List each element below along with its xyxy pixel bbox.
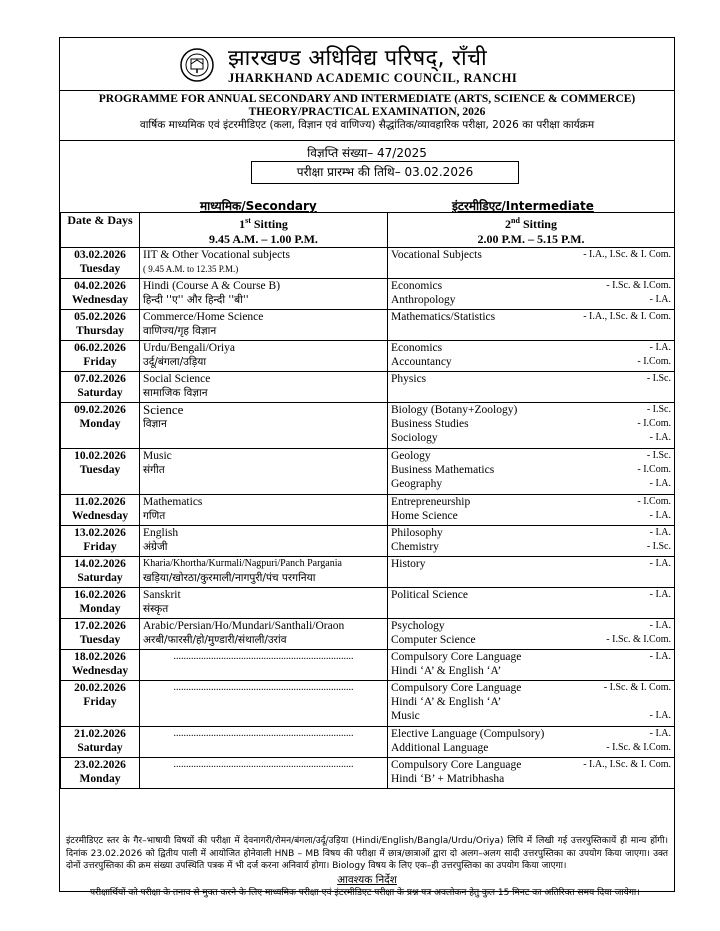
- date-cell: [61, 557, 140, 588]
- table-row: [61, 310, 675, 341]
- exam-day: Saturday: [77, 387, 123, 399]
- intermediate-subject-cell: [388, 495, 675, 526]
- secondary-subject: संगीत: [143, 464, 165, 476]
- stream-label: - I.Sc. & I.Com.: [606, 280, 671, 291]
- intermediate-subject-cell: [388, 619, 675, 650]
- exam-start-date: परीक्षा प्रारम्भ की तिथि– 03.02.2026: [251, 161, 519, 184]
- table-row: [61, 526, 675, 557]
- exam-date: 06.02.2026: [74, 342, 126, 354]
- stream-label: - I.Com.: [637, 496, 671, 507]
- exam-day: Tuesday: [79, 634, 121, 646]
- stream-label: - I.Sc.: [646, 373, 671, 384]
- stream-label: - I.A.: [649, 510, 671, 521]
- date-cell: [61, 495, 140, 526]
- table-row: [61, 403, 675, 449]
- exam-date: 03.02.2026: [74, 249, 126, 261]
- table-row: [61, 681, 675, 727]
- secondary-subject-cell: [140, 727, 388, 758]
- secondary-subject: Arabic/Persian/Ho/Mundari/Santhali/Oraon: [143, 620, 345, 632]
- exam-day: Tuesday: [79, 464, 121, 476]
- date-cell: [61, 403, 140, 449]
- intermediate-subject-cell: [388, 310, 675, 341]
- secondary-subject-cell: [140, 341, 388, 372]
- first-sitting-time: 9.45 A.M. – 1.00 P.M.: [209, 232, 318, 246]
- stream-label: - I.A.: [649, 342, 671, 353]
- secondary-subject-cell: [140, 650, 388, 681]
- intermediate-subject-cell: [388, 248, 675, 279]
- intermediate-subject: Business Studies: [391, 418, 469, 430]
- secondary-subject: विज्ञान: [143, 418, 167, 430]
- intermediate-subject: Hindi ‘B’ + Matribhasha: [391, 773, 505, 785]
- exam-date: 09.02.2026: [74, 404, 126, 416]
- intermediate-subject: Vocational Subjects: [391, 249, 482, 261]
- intermediate-subject-cell: [388, 341, 675, 372]
- exam-date: 23.02.2026: [74, 759, 126, 771]
- table-row: [61, 619, 675, 650]
- stream-label: - I.A., I.Sc. & I. Com.: [583, 759, 671, 770]
- stream-label: - I.Sc.: [646, 541, 671, 552]
- date-cell: [61, 279, 140, 310]
- intermediate-subject: Biology (Botany+Zoology): [391, 404, 518, 416]
- stream-label: - I.Com.: [637, 356, 671, 367]
- intermediate-subject-cell: [388, 650, 675, 681]
- secondary-subject: वाणिज्य/गृह विज्ञान: [143, 325, 217, 337]
- table-row: [61, 727, 675, 758]
- document-frame: [59, 37, 675, 898]
- notification-number: विज्ञप्ति संख्या– 47/2025: [307, 146, 427, 160]
- secondary-subject: Science: [143, 402, 184, 417]
- secondary-subject-cell: [140, 526, 388, 557]
- secondary-subject: ( 9.45 A.M. to 12.35 P.M.): [143, 264, 239, 274]
- table-row: [61, 650, 675, 681]
- exam-date: 05.02.2026: [74, 311, 126, 323]
- secondary-subject-cell: [140, 372, 388, 403]
- intermediate-subject: Compulsory Core Language: [391, 682, 522, 694]
- intermediate-subject: Home Science: [391, 510, 458, 522]
- intermediate-subject-cell: [388, 526, 675, 557]
- stream-label: - I.Sc.: [646, 450, 671, 461]
- second-sitting-label: 2nd Sitting: [505, 216, 557, 231]
- stream-label: - I.A.: [649, 710, 671, 721]
- exam-day: Monday: [79, 773, 121, 785]
- date-cell: [61, 650, 140, 681]
- stream-label: - I.A.: [649, 294, 671, 305]
- exam-date: 20.02.2026: [74, 682, 126, 694]
- intermediate-subject: Economics: [391, 342, 443, 354]
- secondary-subject-cell: [140, 557, 388, 588]
- secondary-subject: Hindi (Course A & Course B): [143, 280, 281, 292]
- exam-date: 17.02.2026: [74, 620, 126, 632]
- second-sitting-header: [388, 213, 675, 248]
- secondary-heading: माध्यमिक/Secondary: [200, 199, 317, 213]
- secondary-subject: संस्कृत: [143, 603, 169, 615]
- table-row: [61, 449, 675, 495]
- intermediate-subject: Political Science: [391, 589, 468, 601]
- intermediate-subject: Sociology: [391, 432, 438, 444]
- secondary-subject: ........................................................................: [173, 759, 354, 770]
- secondary-subject: गणित: [143, 510, 166, 522]
- secondary-subject: उर्दू/बंगला/उड़िया: [143, 356, 207, 368]
- secondary-subject-cell: [140, 449, 388, 495]
- programme-line-2: THEORY/PRACTICAL EXAMINATION, 2026: [248, 106, 486, 118]
- intermediate-subject: Business Mathematics: [391, 464, 495, 476]
- secondary-subject: Music: [143, 450, 172, 462]
- intermediate-subject: Elective Language (Compulsory): [391, 728, 545, 740]
- intermediate-subject: Additional Language: [391, 742, 489, 754]
- timetable-body: [61, 248, 675, 789]
- date-cell: [61, 588, 140, 619]
- secondary-subject: English: [143, 527, 179, 539]
- intermediate-subject: Philosophy: [391, 527, 443, 539]
- secondary-subject: Social Science: [143, 373, 211, 385]
- exam-day: Friday: [83, 356, 117, 368]
- intermediate-subject: Anthropology: [391, 294, 456, 306]
- intermediate-subject: Psychology: [391, 620, 445, 632]
- secondary-subject-cell: [140, 495, 388, 526]
- stream-label: - I.Com.: [637, 418, 671, 429]
- footer-paragraph-1: इंटरमीडिएट स्तर के गैर–भाषायी विषयों की परीक्षा में देवनागरी/रोमन/बंगला/उर्दू/उड़िया (Hindi/English/Bangla/Urdu/Oriya) लिपि में लिखी गई उत्तरपुस्तिकायें ही मान्य होंगी। दिनांक 23.02.2026 को द्वितीय पाली में आयोजित होनेवाली HNB – MB विषय की परीक्षा में छात्र/छात्राओं द्वारा दो अलग–अलग सादी उत्तरपुस्तिका का उपयोग किया जाएगा। उक्त दोनों उत्तरपुस्तिका की क्रम संख्या उपस्थिति पत्रक में भी दर्ज करना अनिवार्य होगा। Biology विषय के लिए एक–ही उत्तरपुस्तिका का उपयोग किया जाएगा।: [66, 836, 668, 871]
- stream-label: - I.A.: [649, 432, 671, 443]
- exam-date: 04.02.2026: [74, 280, 126, 292]
- exam-date: 14.02.2026: [74, 558, 126, 570]
- stream-label: - I.A.: [649, 478, 671, 489]
- date-cell: [61, 248, 140, 279]
- date-cell: [61, 341, 140, 372]
- intermediate-subject: Hindi ‘A’ & English ‘A’: [391, 665, 502, 677]
- intermediate-subject: Compulsory Core Language: [391, 651, 522, 663]
- intermediate-subject-cell: [388, 403, 675, 449]
- exam-day: Wednesday: [71, 665, 129, 677]
- programme-heading: [60, 93, 674, 132]
- exam-day: Monday: [79, 418, 121, 430]
- table-row: [61, 557, 675, 588]
- intermediate-subject-cell: [388, 279, 675, 310]
- council-title-hindi: झारखण्ड अधिविद्य परिषद्, राँची: [228, 46, 487, 71]
- intermediate-subject-cell: [388, 758, 675, 789]
- stream-label: - I.A.: [649, 651, 671, 662]
- first-sitting-header: [140, 213, 388, 248]
- secondary-subject-cell: [140, 619, 388, 650]
- first-sitting-label: 1st Sitting: [239, 216, 288, 231]
- intermediate-subject-cell: [388, 588, 675, 619]
- intermediate-subject-cell: [388, 727, 675, 758]
- exam-day: Saturday: [77, 742, 123, 754]
- stream-label: - I.A.: [649, 558, 671, 569]
- council-title-english: JHARKHAND ACADEMIC COUNCIL, RANCHI: [228, 71, 518, 85]
- date-cell: [61, 310, 140, 341]
- header: [60, 38, 674, 90]
- secondary-subject: IIT & Other Vocational subjects: [143, 249, 290, 261]
- table-header-row: [61, 213, 675, 248]
- intermediate-subject: Entrepreneurship: [391, 496, 471, 508]
- intermediate-subject: Compulsory Core Language: [391, 759, 522, 771]
- secondary-subject: अरबी/फारसी/हो/मुण्डारी/संथाली/उरांव: [143, 634, 287, 646]
- exam-day: Thursday: [76, 325, 124, 337]
- stream-label: - I.Sc. & I.Com.: [606, 634, 671, 645]
- instructions-heading: आवश्यक निर्देश: [337, 873, 397, 886]
- date-cell: [61, 681, 140, 727]
- stream-label: - I.A., I.Sc. & I. Com.: [583, 249, 671, 260]
- exam-day: Friday: [83, 541, 117, 553]
- date-cell: [61, 758, 140, 789]
- date-cell: [61, 727, 140, 758]
- intermediate-heading: इंटरमीडिएट/Intermediate: [452, 199, 594, 213]
- programme-line-1: PROGRAMME FOR ANNUAL SECONDARY AND INTERMEDIATE (ARTS, SCIENCE & COMMERCE): [98, 93, 636, 105]
- secondary-subject-cell: [140, 248, 388, 279]
- secondary-subject-cell: [140, 758, 388, 789]
- programme-line-3: वार्षिक माध्यमिक एवं इंटरमीडिएट (कला, विज्ञान एवं वाणिज्य) सैद्धांतिक/व्यावहारिक परीक्षा, 2026 का परीक्षा कार्यक्रम: [139, 119, 595, 131]
- stream-label: - I.A.: [649, 620, 671, 631]
- exam-date: 07.02.2026: [74, 373, 126, 385]
- footer-paragraph-2: परीक्षार्थियों को परीक्षा के तनाव से मुक्त करने के लिए माध्यमिक परीक्षा एवं इंटरमीडिएट परीक्षा के प्रश्न पत्र अवलोकन हेतु कुल 15 मिनट का अतिरिक्त समय दिया जायेगा।: [90, 888, 640, 898]
- divider: [60, 90, 674, 91]
- second-sitting-time: 2.00 P.M. – 5.15 P.M.: [477, 232, 585, 246]
- intermediate-subject: Chemistry: [391, 541, 439, 553]
- exam-date: 13.02.2026: [74, 527, 126, 539]
- table-row: [61, 495, 675, 526]
- intermediate-subject: Music: [391, 710, 420, 722]
- stream-label: - I.A., I.Sc. & I. Com.: [583, 311, 671, 322]
- intermediate-subject: Physics: [391, 373, 427, 385]
- secondary-subject-cell: [140, 403, 388, 449]
- secondary-subject: ........................................................................: [173, 682, 354, 693]
- intermediate-subject: Computer Science: [391, 634, 476, 646]
- date-cell: [61, 449, 140, 495]
- stream-label: - I.A.: [649, 527, 671, 538]
- intermediate-subject-cell: [388, 372, 675, 403]
- date-cell: [61, 526, 140, 557]
- intermediate-subject: Mathematics/Statistics: [391, 311, 496, 323]
- secondary-subject: हिन्दी ''ए'' और हिन्दी ''बी'': [143, 294, 249, 306]
- exam-day: Friday: [83, 696, 117, 708]
- stream-label: - I.Sc.: [646, 404, 671, 415]
- exam-day: Wednesday: [71, 294, 129, 306]
- exam-day: Tuesday: [79, 263, 121, 275]
- table-row: [61, 341, 675, 372]
- secondary-subject-cell: [140, 310, 388, 341]
- exam-date: 18.02.2026: [74, 651, 126, 663]
- intermediate-subject: Accountancy: [391, 356, 452, 368]
- divider: [60, 140, 674, 141]
- table-row: [61, 372, 675, 403]
- secondary-subject-cell: [140, 588, 388, 619]
- stream-label: - I.Sc. & I. Com.: [603, 682, 671, 693]
- table-row: [61, 758, 675, 789]
- secondary-subject-cell: [140, 681, 388, 727]
- date-days-header: Date & Days: [61, 213, 140, 248]
- secondary-subject: Commerce/Home Science: [143, 311, 264, 323]
- secondary-subject-cell: [140, 279, 388, 310]
- exam-date: 21.02.2026: [74, 728, 126, 740]
- intermediate-subject: History: [391, 558, 426, 570]
- table-row: [61, 248, 675, 279]
- secondary-subject: ........................................................................: [173, 651, 354, 662]
- intermediate-subject-cell: [388, 449, 675, 495]
- table-row: [61, 279, 675, 310]
- exam-day: Monday: [79, 603, 121, 615]
- secondary-subject: Kharia/Khortha/Kurmali/Nagpuri/Panch Pargania: [143, 558, 342, 569]
- exam-day: Wednesday: [71, 510, 129, 522]
- date-cell: [61, 619, 140, 650]
- date-cell: [61, 372, 140, 403]
- intermediate-subject-cell: [388, 681, 675, 727]
- secondary-subject: सामाजिक विज्ञान: [143, 387, 208, 399]
- intermediate-subject: Economics: [391, 280, 443, 292]
- table-row: [61, 588, 675, 619]
- exam-timetable: [60, 212, 675, 789]
- secondary-subject: ........................................................................: [173, 728, 354, 739]
- stream-label: - I.Sc. & I.Com.: [606, 742, 671, 753]
- secondary-subject: अंग्रेजी: [143, 541, 168, 553]
- stream-label: - I.A.: [649, 728, 671, 739]
- intermediate-subject: Geography: [391, 478, 443, 490]
- intermediate-subject-cell: [388, 557, 675, 588]
- stream-label: - I.Com.: [637, 464, 671, 475]
- exam-date: 16.02.2026: [74, 589, 126, 601]
- secondary-subject: खड़िया/खोरठा/कुरमाली/नागपुरी/पंच परगनिया: [143, 572, 316, 584]
- intermediate-subject: Hindi ‘A’ & English ‘A’: [391, 696, 502, 708]
- council-seal-icon: [180, 48, 214, 82]
- exam-day: Saturday: [77, 572, 123, 584]
- exam-date: 11.02.2026: [74, 496, 126, 508]
- secondary-subject: Mathematics: [143, 496, 203, 508]
- secondary-subject: Urdu/Bengali/Oriya: [143, 342, 235, 354]
- secondary-subject: Sanskrit: [143, 589, 181, 601]
- exam-date: 10.02.2026: [74, 450, 126, 462]
- footer-notes: [66, 835, 668, 900]
- stream-label: - I.A.: [649, 589, 671, 600]
- intermediate-subject: Geology: [391, 450, 431, 462]
